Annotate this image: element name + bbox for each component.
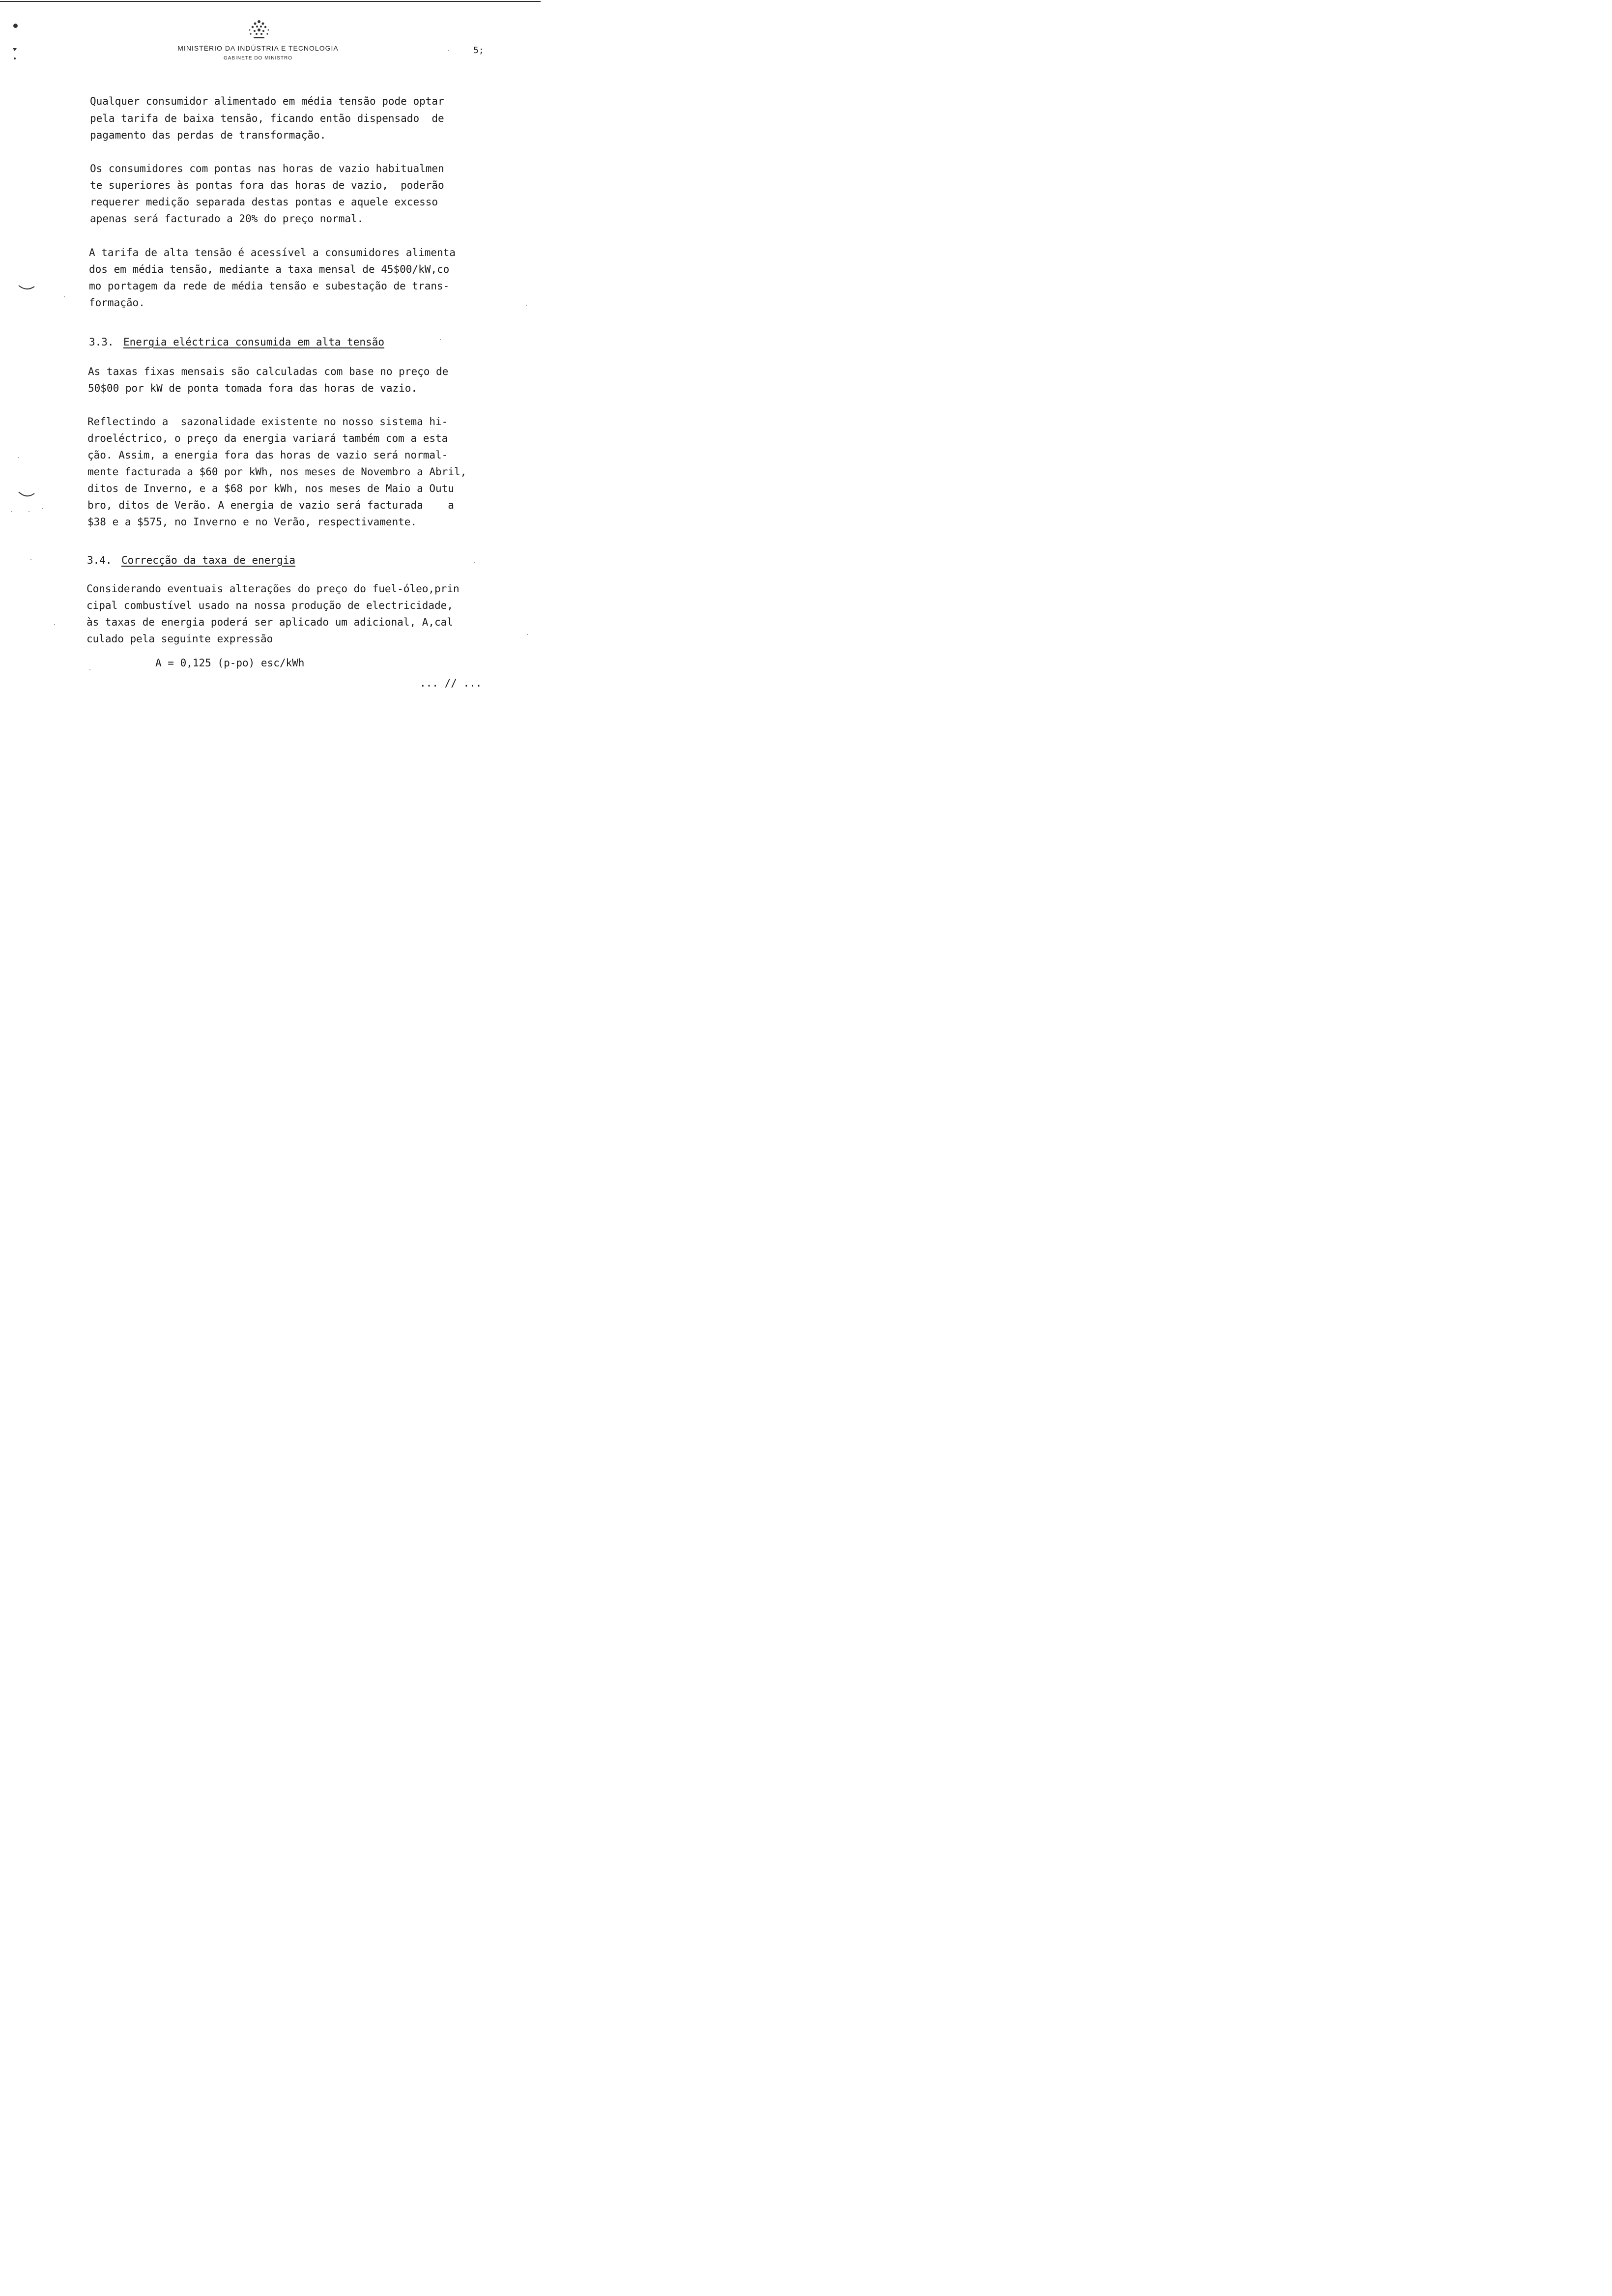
section-number: 3.3. — [89, 336, 114, 348]
text-line: bro, ditos de Verão. A energia de vazio será facturada a — [87, 499, 454, 511]
text-line: Reflectindo a sazonalidade existente no nosso sistema hi- — [87, 416, 448, 428]
cabinet-name: GABINETE DO MINISTRO — [223, 56, 292, 61]
text-line: mente facturada a $60 por kWh, nos meses de Novembro a Abril, — [87, 466, 467, 478]
margin-curve-mark — [18, 490, 35, 499]
text-line: pagamento das perdas de transformação. — [90, 129, 326, 141]
text-line: Considerando eventuais alterações do preço do fuel-óleo,prin — [86, 583, 460, 595]
scan-speck — [527, 634, 528, 635]
text-line: ção. Assim, a energia fora das horas de vazio será normal- — [87, 449, 448, 461]
text-line: mo portagem da rede de média tensão e subestação de trans- — [89, 280, 450, 292]
scan-speck — [30, 559, 31, 560]
scan-speck — [89, 669, 90, 670]
scan-mark — [12, 47, 17, 61]
ministry-name: MINISTÉRIO DA INDÚSTRIA E TECNOLOGIA — [177, 44, 339, 52]
margin-curve-mark — [18, 284, 35, 292]
text-line: dos em média tensão, mediante a taxa mensal de 45$00/kW,co — [89, 263, 450, 275]
scan-speck — [64, 296, 65, 297]
text-line: As taxas fixas mensais são calculadas com base no preço de — [88, 366, 449, 377]
scan-speck — [11, 511, 12, 512]
formula: A = 0,125 (p-po) esc/kWh — [155, 657, 305, 669]
text-line: cipal combustível usado na nossa produção de electricidade, — [86, 600, 453, 611]
text-line: ditos de Inverno, e a $68 por kWh, nos meses de Maio a Outu — [87, 483, 454, 494]
punch-hole-mark — [13, 24, 18, 28]
document-page — [0, 0, 541, 765]
text-line: droeléctrico, o preço da energia variará também com a esta — [87, 432, 448, 444]
section-heading: Energia eléctrica consumida em alta tensão — [123, 336, 385, 348]
section-number: 3.4. — [87, 554, 112, 566]
text-line: Qualquer consumidor alimentado em média tensão pode optar — [90, 95, 444, 107]
text-line: formação. — [89, 297, 145, 309]
text-line: apenas será facturado a 20% do preço normal. — [90, 213, 364, 225]
scan-speck — [42, 508, 43, 509]
section-heading: Correcção da taxa de energia — [121, 554, 296, 566]
ministry-emblem-icon — [242, 17, 276, 41]
top-border-line — [0, 1, 541, 2]
text-line: pela tarifa de baixa tensão, ficando então dispensado de — [90, 113, 444, 124]
scan-speck — [526, 305, 527, 306]
text-line: Os consumidores com pontas nas horas de vazio habitualmen — [90, 163, 444, 174]
text-line: às taxas de energia poderá ser aplicado um adicional, A,cal — [86, 616, 453, 628]
page-number: 5; — [473, 45, 484, 56]
text-line: A tarifa de alta tensão é acessível a consumidores alimenta — [89, 247, 456, 258]
continuation-marker: ... // ... — [420, 677, 482, 689]
text-line: $38 e a $575, no Inverno e no Verão, respectivamente. — [87, 516, 417, 528]
scan-speck — [448, 50, 449, 51]
text-line: te superiores às pontas fora das horas de vazio, poderão — [90, 179, 444, 191]
text-line: 50$00 por kW de ponta tomada fora das horas de vazio. — [88, 382, 418, 394]
scan-speck — [54, 624, 55, 625]
scan-speck — [440, 339, 441, 340]
text-line: requerer medição separada destas pontas e aquele excesso — [90, 196, 438, 208]
scan-speck — [474, 562, 475, 563]
scan-speck — [18, 457, 19, 458]
text-line: culado pela seguinte expressão — [86, 633, 273, 645]
